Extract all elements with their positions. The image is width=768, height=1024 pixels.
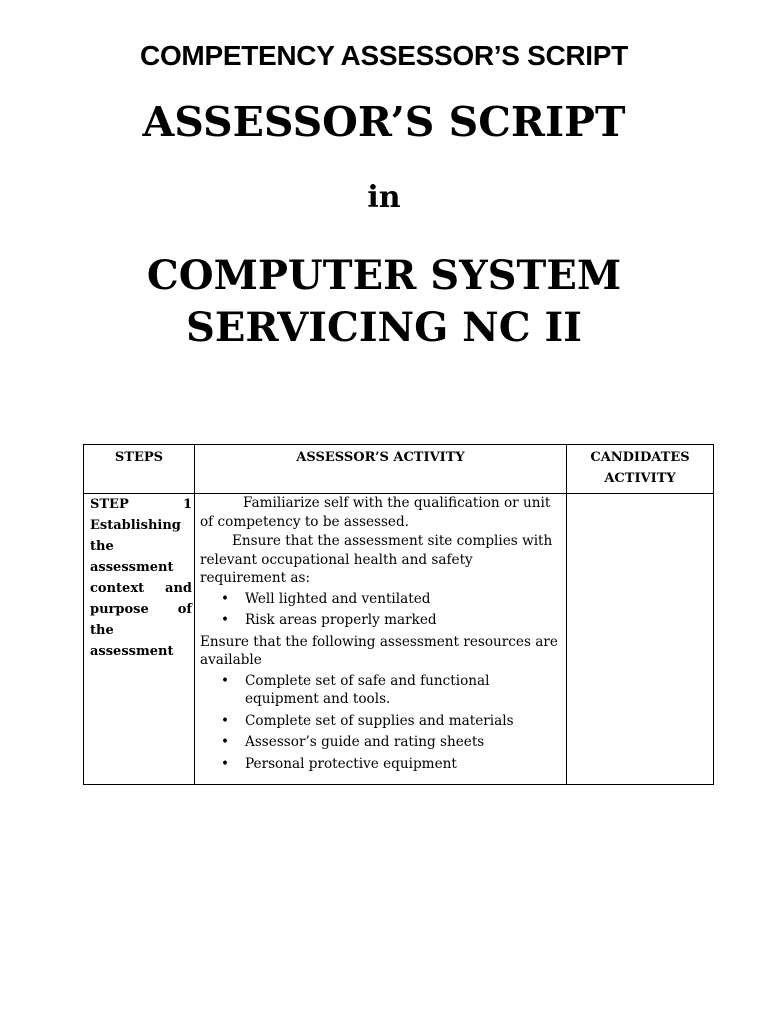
bullet-dot-icon: • [221,590,230,607]
step-text-line: assessment [90,560,174,575]
bullet-dot-icon: • [221,612,230,628]
activity-paragraph: Familiarize self with the qualification or unit of competency to be assessed. [200,495,551,530]
connector-text: in [367,180,401,215]
bullet-dot-icon: • [221,734,230,750]
bullet-dot-icon: • [221,712,230,729]
bullet-dot-icon: • [221,755,230,772]
assessor-script-table [83,444,714,785]
step-text-line: the [90,539,114,554]
assessor-activity-cell [195,494,567,785]
bullet-list [200,590,562,630]
step-cell [84,494,195,785]
bullet-list [200,672,562,774]
column-header-steps: STEPS [84,445,195,494]
list-item-text: Complete set of supplies and materials [245,712,514,729]
step-text-line: purpose of [90,602,192,617]
step-text-line: assessment [90,644,174,659]
list-item-text: Personal protective equipment [245,755,457,772]
column-header-candidates-activity: CANDIDATES ACTIVITY [567,445,714,494]
step-text-line: context and [90,581,192,596]
step-text-line: the [90,623,114,638]
list-item-text: Complete set of safe and functional equipment and tools. [245,672,490,707]
step-text-line: Establishing [90,518,181,533]
column-header-assessor-activity: ASSESSOR’S ACTIVITY [195,445,567,494]
table-row [84,494,714,785]
script-title: ASSESSOR’S SCRIPT [142,98,626,146]
list-item [200,712,562,731]
activity-paragraph: Ensure that the following assessment resources are available [200,633,558,668]
list-item [200,733,562,752]
list-item [200,611,562,630]
table-header-row [84,445,714,494]
list-item [200,590,562,609]
candidates-activity-cell [567,494,714,785]
list-item-text: Well lighted and ventilated [245,590,431,607]
list-item [200,672,562,709]
list-item-text: Assessor’s guide and rating sheets [245,734,485,750]
list-item-text: Risk areas properly marked [245,612,437,628]
step-label: STEP 1 [90,497,192,512]
qualification-title-line2: SERVICING NC II [186,304,582,351]
list-item [200,755,562,774]
activity-paragraph: Ensure that the assessment site complies with relevant occupational health and safety requirement as: [200,533,553,586]
bullet-dot-icon: • [221,672,230,689]
document-top-title: COMPETENCY ASSESSOR’S SCRIPT [140,40,628,71]
qualification-title-line1: COMPUTER SYSTEM [146,252,622,299]
